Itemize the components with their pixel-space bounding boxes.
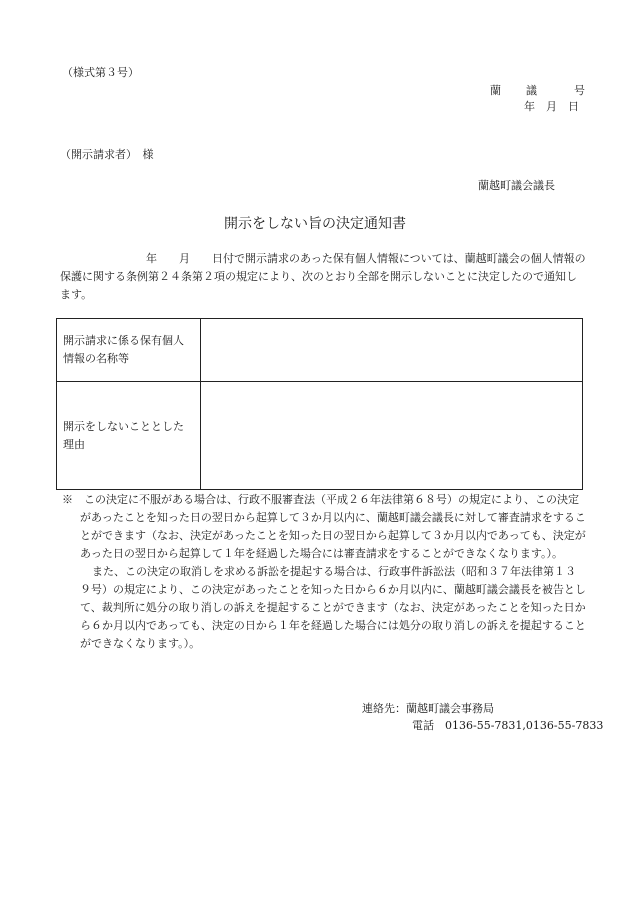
contact-office: 連絡先：蘭越町議会事務局: [362, 702, 494, 715]
table-row: [57, 319, 583, 382]
appeal-note: [62, 491, 586, 653]
addressee: （開示請求者） 様: [60, 148, 154, 161]
info-name-label: 開示請求に係る保有個人情報の名称等: [57, 319, 201, 382]
table-row: [57, 382, 583, 490]
info-name-value: [201, 319, 583, 382]
request-date: 年 月: [146, 252, 190, 265]
contact-phone: 電話 0136-55-7831,0136-55-7833: [412, 719, 604, 732]
reason-label: 開示をしないこととした理由: [57, 382, 201, 490]
notice-text: 日付で開示請求のあった保有個人情報については、蘭越町議会の個人情報の保護に関する条例第２４条第２項の規定により、次のとおり全部を開示しないことに決定したので通知します。: [60, 252, 586, 301]
appeal-note-review: ※ この決定に不服がある場合は、行政不服審査法（平成２６年法律第６８号）の規定により、この決定があったことを知った日の翌日から起算して３か月以内に、蘭越町議会議長に対して審査請求をすることができます（なお、決定があったことを知った日の翌日から起算して３か月以内であっても、決定があった日の翌日から起算して１年を経過した場合には審査請求をすることができなくなります。）。: [62, 493, 586, 560]
issue-date: 年 月 日: [524, 100, 579, 113]
form-number: （様式第３号）: [62, 66, 139, 79]
document-title: 開示をしない旨の決定通知書: [224, 216, 406, 232]
reference-number: 蘭 議 号: [490, 84, 586, 97]
reason-value: [201, 382, 583, 490]
notice-body: [60, 250, 586, 304]
sender: 蘭越町議会議長: [478, 179, 555, 192]
info-table: [56, 318, 583, 490]
appeal-note-lawsuit: また、この決定の取消しを求める訴訟を提起する場合は、行政事件訴訟法（昭和３７年法律第１３９号）の規定により、この決定があったことを知った日から６か月以内に、蘭越町議会議長を被告として、裁判所に処分の取り消しの訴えを提起することができます（なお、決定があったことを知った日から６か月以内であっても、決定の日から１年を経過した場合には処分の取り消しの訴えを提起することができなくなります。）。: [80, 565, 586, 650]
